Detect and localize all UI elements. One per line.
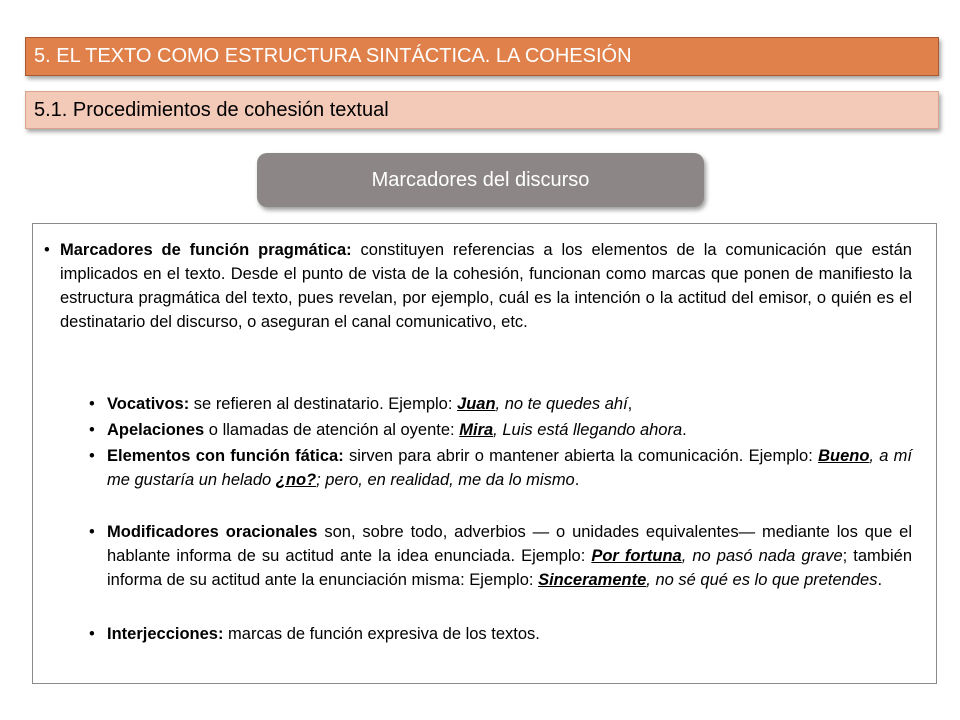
- term-modificadores: Modificadores oracionales: [107, 523, 318, 541]
- example-no: ¿no?: [275, 471, 317, 489]
- bullet-modificadores: [89, 520, 912, 592]
- interjecciones-text: marcas de función expresiva de los textos.: [223, 625, 540, 643]
- bullet-dot: •: [89, 447, 95, 465]
- bullet-marcadores-pragmatica: [44, 238, 912, 334]
- slide-title-bar: [25, 37, 939, 76]
- example-sinceramente: Sinceramente: [538, 571, 647, 589]
- apelaciones-end: .: [682, 421, 687, 439]
- section-heading: [257, 153, 704, 207]
- term-vocativos: Vocativos:: [107, 395, 190, 413]
- term-interjecciones: Interjecciones:: [107, 625, 224, 643]
- section-heading-label: Marcadores del discurso: [371, 169, 590, 191]
- bullet-faticos: [89, 444, 913, 492]
- term-faticos: Elementos con función fática:: [107, 447, 344, 465]
- example-juan: Juan: [457, 395, 496, 413]
- slide-title: 5. EL TEXTO COMO ESTRUCTURA SINTÁCTICA. LA COHESIÓN: [34, 45, 632, 67]
- slide-subtitle: 5.1. Procedimientos de cohesión textual: [34, 99, 389, 121]
- example-mira: Mira: [459, 421, 494, 439]
- faticos-text: sirven para abrir o mantener abierta la comunicación. Ejemplo:: [343, 447, 819, 465]
- modificadores-example-tail-1: , no pasó nada grave: [681, 547, 843, 565]
- modificadores-text-2: ; también informa de su actitud ante la enunciación misma: Ejemplo:: [107, 547, 912, 589]
- content-box: [32, 223, 937, 684]
- bullet-vocativos: [89, 392, 912, 416]
- bullet-dot: •: [89, 395, 95, 413]
- vocativos-example-tail: , no te quedes ahí: [495, 395, 628, 413]
- vocativos-text: se refieren al destinatario. Ejemplo:: [189, 395, 458, 413]
- vocativos-end: ,: [627, 395, 633, 413]
- example-por-fortuna: Por fortuna: [591, 547, 682, 565]
- bullet-dot: •: [44, 241, 50, 259]
- slide-subtitle-bar: [25, 91, 939, 129]
- bullet-dot: •: [89, 421, 95, 439]
- bullet-interjecciones: [89, 622, 912, 646]
- intro-text: constituyen referencias a los elementos de la comunicación que están implicados en el texto. Desde el punto de vista de la cohesión, funcionan como marcas que ponen de manifiesto la estructura pragmática del texto, pues revelan, por ejemplo, cuál es la intención o la actitud del emisor, o quién es el destinatario del discurso, o aseguran el canal comunicativo, etc.: [60, 241, 912, 331]
- term-marcadores-pragmatica: Marcadores de función pragmática:: [60, 241, 352, 259]
- faticos-example-tail-2: ; pero, en realidad, me da lo mismo: [316, 471, 575, 489]
- modificadores-end: .: [877, 571, 883, 589]
- term-apelaciones: Apelaciones: [107, 421, 205, 439]
- modificadores-text-1: son, sobre todo, adverbios — o unidades equivalentes— mediante los que el hablante informa de su actitud ante la idea enunciada. Ejemplo:: [107, 523, 912, 565]
- apelaciones-example-tail: , Luis está llegando ahora: [493, 421, 683, 439]
- faticos-end: .: [574, 471, 580, 489]
- apelaciones-text: o llamadas de atención al oyente:: [204, 421, 460, 439]
- example-bueno: Bueno: [818, 447, 870, 465]
- faticos-example-tail-1: , a mí me gustaría un helado: [107, 447, 913, 489]
- bullet-apelaciones: [89, 418, 912, 442]
- bullet-dot: •: [89, 523, 95, 541]
- modificadores-example-tail-2: , no sé qué es lo que pretendes: [646, 571, 878, 589]
- bullet-dot: •: [89, 625, 95, 643]
